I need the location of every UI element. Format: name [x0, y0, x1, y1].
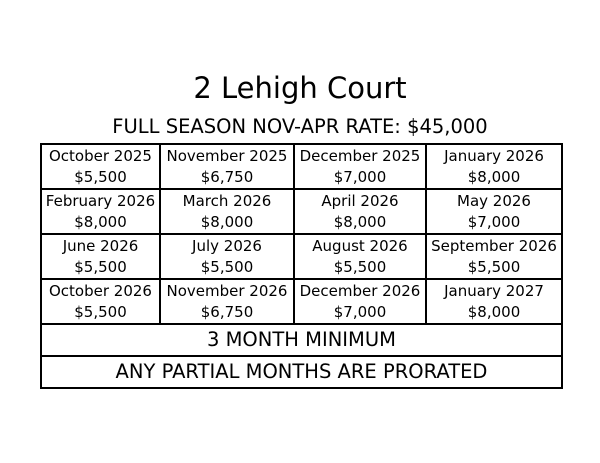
rate-cell	[426, 189, 562, 234]
table-row	[41, 189, 562, 234]
month-price: $8,000	[200, 212, 254, 231]
table-row	[41, 234, 562, 279]
month-label: May 2026	[457, 191, 531, 210]
month-label: December 2026	[299, 281, 421, 300]
proration-note: ANY PARTIAL MONTHS ARE PRORATED	[41, 356, 562, 388]
rate-cell	[294, 234, 426, 279]
month-price: $5,500	[333, 257, 387, 276]
rate-cell	[41, 279, 160, 324]
month-price: $5,500	[74, 167, 127, 186]
month-price: $5,500	[74, 302, 127, 321]
month-label: September 2026	[431, 236, 557, 255]
table-row	[41, 279, 562, 324]
month-price: $8,000	[74, 212, 127, 231]
month-label: March 2026	[182, 191, 272, 210]
month-price: $8,000	[333, 212, 387, 231]
rate-cell	[294, 189, 426, 234]
month-price: $5,500	[74, 257, 127, 276]
month-label: October 2025	[49, 146, 152, 165]
month-price: $7,000	[333, 167, 387, 186]
month-price: $7,000	[467, 212, 521, 231]
month-label: January 2026	[444, 146, 544, 165]
rate-cell	[160, 144, 294, 189]
month-price: $5,500	[200, 257, 254, 276]
month-price: $8,000	[467, 167, 521, 186]
month-price: $7,000	[333, 302, 387, 321]
month-label: November 2026	[166, 281, 288, 300]
table-row	[41, 324, 562, 356]
rate-cell	[294, 279, 426, 324]
month-price: $6,750	[200, 302, 254, 321]
month-label: December 2025	[299, 146, 421, 165]
rate-cell	[426, 279, 562, 324]
rate-cell	[426, 144, 562, 189]
rate-cell	[160, 189, 294, 234]
month-label: August 2026	[312, 236, 408, 255]
full-season-rate: FULL SEASON NOV-APR RATE: $45,000	[112, 115, 488, 138]
month-price: $8,000	[467, 302, 521, 321]
month-label: October 2026	[49, 281, 152, 300]
monthly-rate-table	[40, 143, 563, 389]
month-price: $6,750	[200, 167, 254, 186]
rate-cell	[160, 234, 294, 279]
month-label: February 2026	[45, 191, 156, 210]
rate-cell	[294, 144, 426, 189]
month-label: July 2026	[192, 236, 262, 255]
table-row	[41, 144, 562, 189]
month-price: $5,500	[467, 257, 521, 276]
month-label: June 2026	[62, 236, 139, 255]
rate-cell	[426, 234, 562, 279]
minimum-stay-note: 3 MONTH MINIMUM	[41, 324, 562, 356]
month-label: January 2027	[444, 281, 544, 300]
table-row	[41, 356, 562, 388]
rate-cell	[160, 279, 294, 324]
rate-cell	[41, 234, 160, 279]
month-label: November 2025	[166, 146, 288, 165]
page-title: 2 Lehigh Court	[193, 71, 407, 105]
rate-cell	[41, 189, 160, 234]
month-label: April 2026	[321, 191, 399, 210]
rate-cell	[41, 144, 160, 189]
